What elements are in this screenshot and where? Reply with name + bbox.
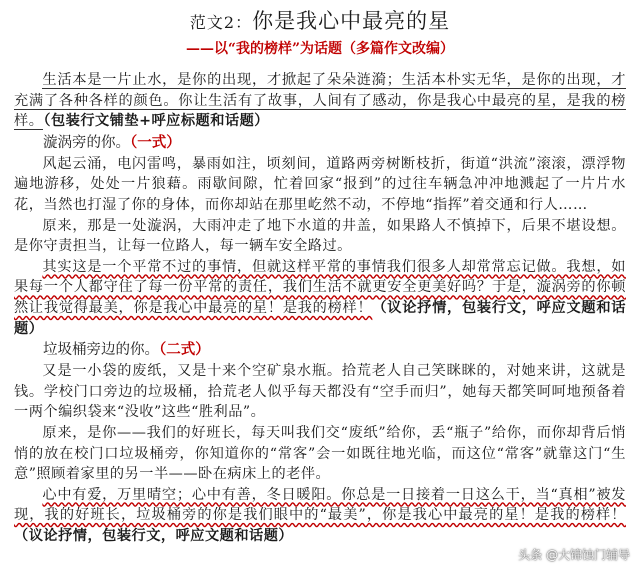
watermark bbox=[498, 546, 630, 563]
essay-title-text: 你是我心中最亮的星 bbox=[252, 9, 451, 33]
paragraph-monitor: 原来，是你——我们的好班长，每天叫我们交“废纸”给你，丢“瓶子”给你，而你却背后悄悄的放在校门口垃圾桶旁，你知道你的“常客”会一如既往地光临，而这位“常客”就靠这门“生意”照顾着家里的另一半——卧在病床上的老伴。 bbox=[14, 424, 626, 483]
essay-number: 范文2： bbox=[189, 13, 253, 32]
annotation-reflection-2: （议论抒情，包装行文，呼应文题和话题） bbox=[14, 527, 294, 544]
paragraph-reflection-1 bbox=[14, 257, 626, 339]
reflection-1-text: 其实这是一个平常不过的事情，但就这样平常的事情我们很多人却常常忘记做。我想，如果每一个人都守住了每一份平常的责任，我们生活不就更安全更美好吗？于是，漩涡旁的你顿然让我觉得最美，你是我心中最亮的星！是我的榜样！ bbox=[14, 258, 626, 316]
watermark-text: 头条 @大锦蚀门辅导 bbox=[518, 548, 630, 562]
paragraph-reflection-2 bbox=[14, 485, 626, 547]
section-tag-1: （一式） bbox=[130, 133, 181, 151]
essay-subtitle: ——以“我的榜样”为话题（多篇作文改编） bbox=[185, 41, 455, 57]
reflection-2-text: 心中有爱，万里晴空；心中有善，冬日暖阳。你总是一日接着一日这么干，当“真相”被发现，我的好班长，垃圾桶旁的你是我们眼中的“最美”，你是我心中最亮的星！是我的榜样！ bbox=[14, 486, 626, 524]
opening-text: 生活本是一片止水，是你的出现，才掀起了朵朵涟漪；生活本朴实无华，是你的出现，才充满了各种各样的颜色。你让生活有了故事，人间有了感动，你是我心中最亮的星，是我的榜样。 bbox=[14, 72, 626, 130]
section-heading-2-text: 垃圾桶旁边的你。 bbox=[43, 342, 159, 359]
paragraph-storm: 风起云涌，电闪雷鸣，暴雨如注，顷刻间，道路两旁树断枝折，街道“洪流”滚滚，漂浮物遍地游移，处处一片狼藉。雨歇间隙，忙着回家“报到”的过往车辆急冲冲地溅起了一片片水花，当然也打湿了你的身体，而你却站在那里屹然不动，不停地“指挥”着交通和行人…… bbox=[14, 155, 626, 213]
paragraph-whirlpool: 原来，那是一处漩涡，大雨冲走了地下水道的井盖，如果路人不慎掉下，后果不堪设想。是你守责担当，让每一位路人，每一辆车安全路过。 bbox=[14, 217, 626, 255]
document-page bbox=[14, 6, 626, 546]
section-heading-1-text: 漩涡旁的你。 bbox=[43, 134, 130, 151]
annotation-reflection-1: （议论抒情，包装行文，呼应文题和话题） bbox=[14, 299, 626, 337]
essay-title bbox=[14, 6, 626, 38]
paragraph-opening bbox=[14, 70, 626, 132]
section-tag-2: （二式） bbox=[159, 341, 210, 359]
section-heading-1 bbox=[14, 132, 626, 154]
section-heading-2 bbox=[14, 339, 626, 361]
paragraph-recycling: 又是一小袋的废纸，又是十来个空矿泉水瓶。拾荒老人自己笑眯眯的，对她来讲，这就是钱。学校门口旁边的垃圾桶，拾荒老人似乎每天都没有“空手而归”，她每天都笑呵呵地预备着一两个编织袋来“没收”这些“胜利品”。 bbox=[14, 363, 626, 421]
annotation-opening: （包装行文铺垫+呼应标题和话题） bbox=[43, 113, 269, 130]
toutiao-logo-icon bbox=[498, 546, 514, 562]
